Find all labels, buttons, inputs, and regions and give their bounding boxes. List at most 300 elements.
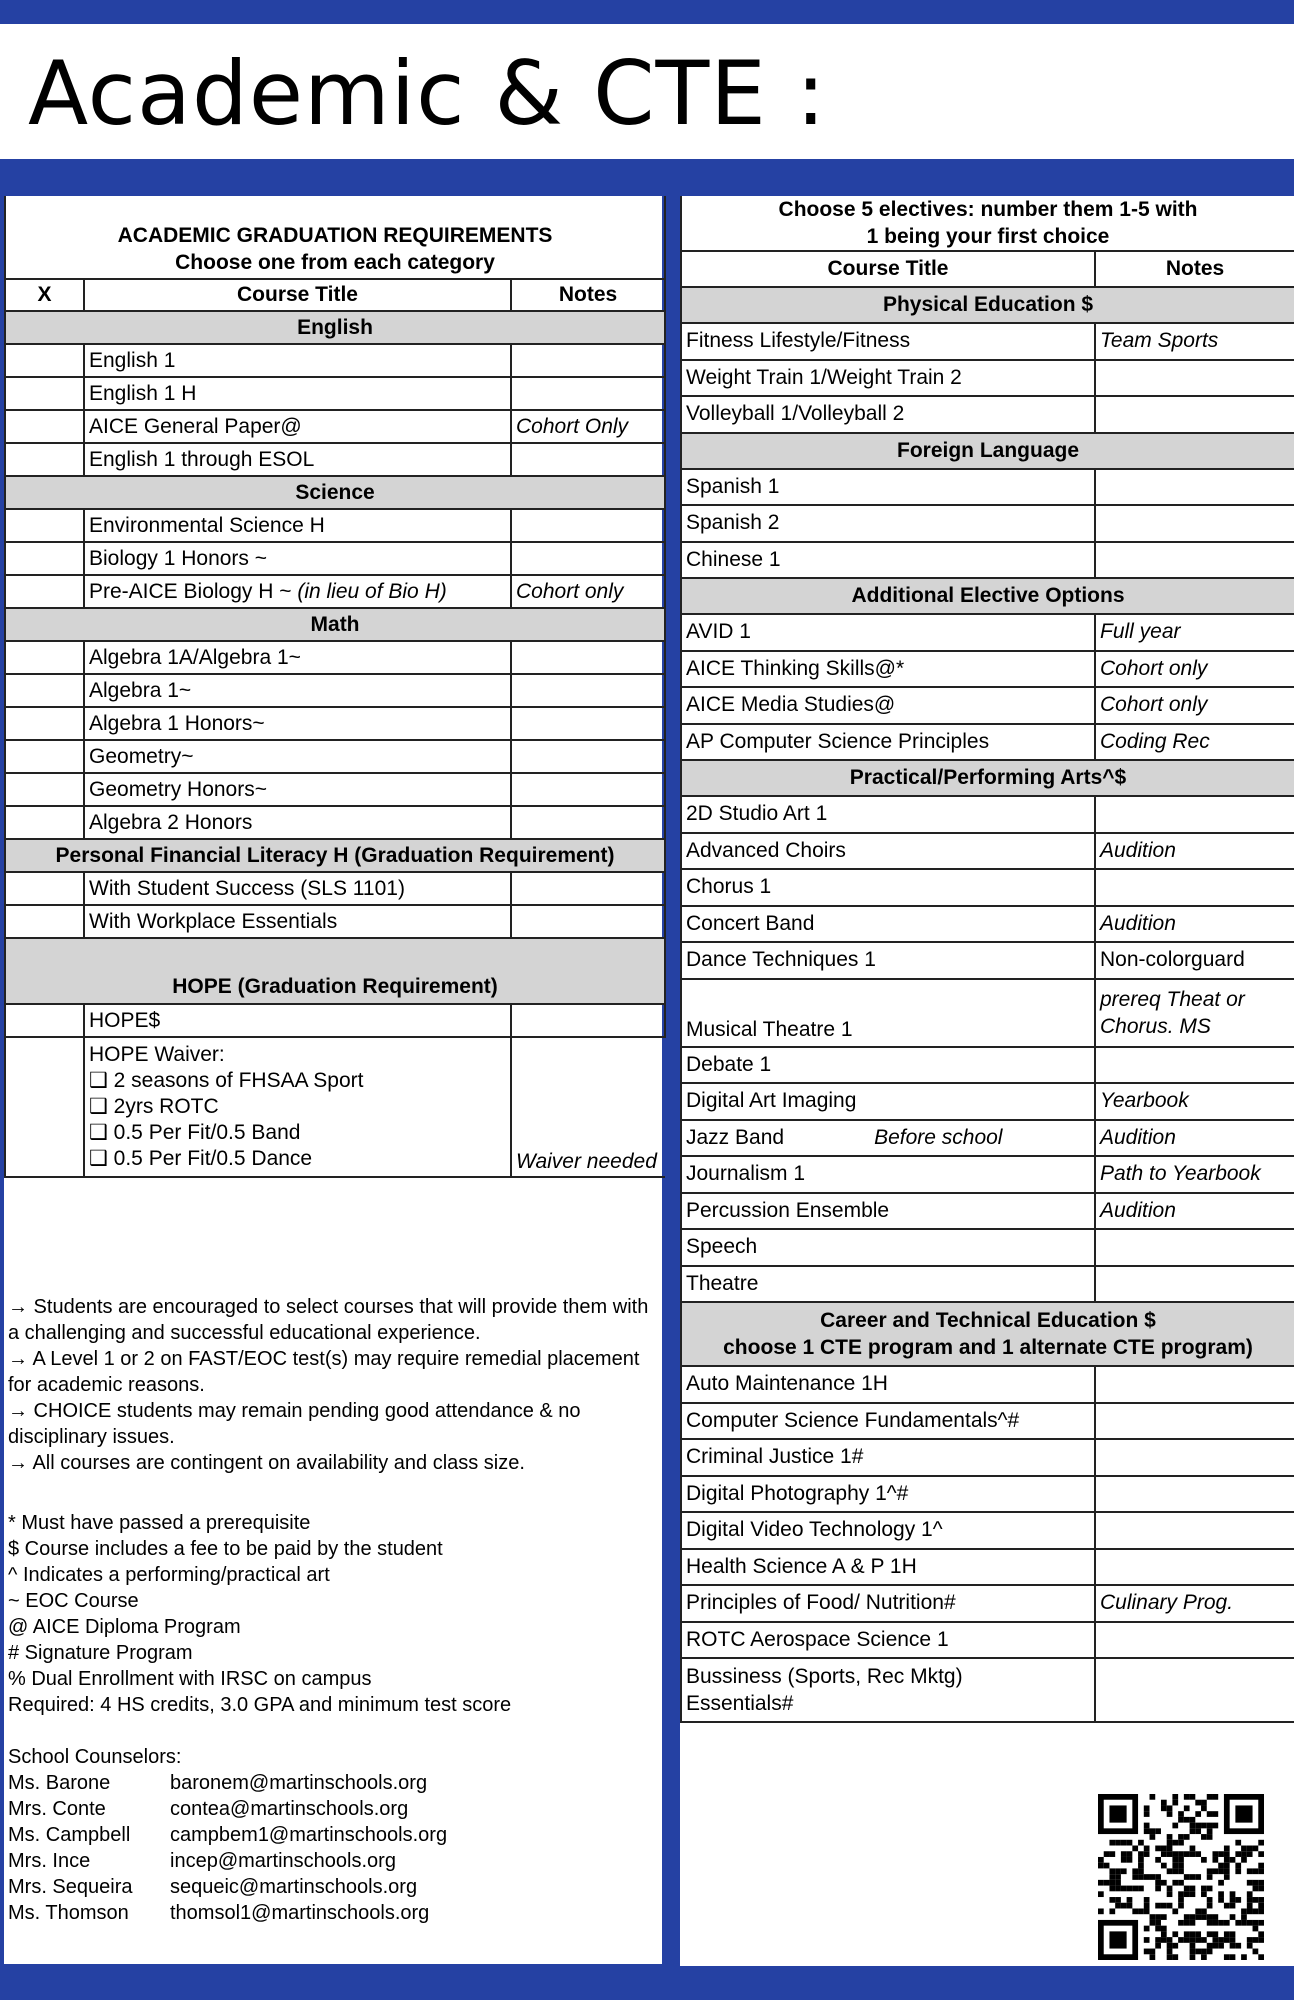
table-heading: ACADEMIC GRADUATION REQUIREMENTS	[117, 224, 553, 247]
course-title-text: Concert Band	[686, 911, 815, 935]
course-title	[681, 1366, 1095, 1403]
course-title-text: Dance Techniques 1	[686, 948, 876, 972]
course-note	[511, 509, 665, 542]
course-title	[681, 396, 1095, 433]
course-title-text: AP Computer Science Principles	[686, 729, 990, 753]
column-header: X	[5, 279, 84, 311]
course-note	[1095, 1047, 1294, 1084]
table-row[interactable]	[681, 833, 1294, 870]
table-row[interactable]	[681, 1403, 1294, 1440]
course-title-text: With Student Success (SLS 1101)	[89, 876, 405, 900]
course-title-text: Digital Video Technology 1^	[686, 1518, 943, 1542]
course-note	[511, 443, 665, 476]
table-row[interactable]	[681, 469, 1294, 506]
selection-cell[interactable]	[5, 410, 84, 443]
course-title-text: Speech	[686, 1235, 758, 1259]
course-note	[511, 872, 665, 905]
electives-table	[680, 196, 1294, 1723]
advisory-note: → Students are encouraged to select courses that will provide them with a challenging and successful educational experience.	[8, 1296, 649, 1344]
counselor-email[interactable]: baronem@martinschools.org	[170, 1772, 428, 1794]
course-title	[681, 942, 1095, 979]
course-note	[511, 410, 665, 443]
table-row[interactable]	[681, 979, 1294, 1047]
course-title	[681, 323, 1095, 360]
course-note	[1095, 1229, 1294, 1266]
course-title	[681, 614, 1095, 651]
course-title	[681, 1120, 1095, 1157]
counselor-email[interactable]: sequeic@martinschools.org	[170, 1876, 418, 1898]
course-title-text: Percussion Ensemble	[686, 1198, 890, 1222]
course-note-text: Culinary Prog.	[1100, 1591, 1234, 1615]
course-title	[84, 707, 511, 740]
table-row[interactable]	[681, 1047, 1294, 1084]
table-heading-row	[5, 196, 665, 279]
table-row[interactable]	[681, 1083, 1294, 1120]
course-note	[1095, 942, 1294, 979]
course-title-text: Criminal Justice 1#	[686, 1445, 864, 1469]
course-title-text: Weight Train 1/Weight Train 2	[686, 365, 962, 389]
table-heading-row	[681, 196, 1294, 251]
course-note-text: Cohort only	[1100, 693, 1208, 717]
table-row	[5, 641, 665, 674]
counselor-email[interactable]: incep@martinschools.org	[170, 1850, 396, 1872]
checkbox-icon[interactable]: ❑	[89, 1147, 114, 1170]
table-row	[5, 542, 665, 575]
course-title-text: Volleyball 1/Volleyball 2	[686, 402, 905, 426]
course-title-text: Geometry Honors~	[89, 777, 267, 801]
selection-cell[interactable]	[5, 1037, 84, 1177]
advisory-note: → CHOICE students may remain pending good attendance & no disciplinary issues.	[8, 1400, 581, 1448]
table-row	[5, 1037, 665, 1177]
table-subheading: 1 being your first choice	[866, 225, 1110, 248]
course-note-text: prereq Theat or	[1100, 987, 1245, 1011]
category-label: Additional Elective Options	[681, 578, 1294, 614]
table-row	[5, 674, 665, 707]
course-title-text: With Workplace Essentials	[89, 909, 338, 933]
course-note	[1095, 1622, 1294, 1659]
legend-item: ^ Indicates a performing/practical art	[8, 1564, 330, 1586]
course-title-text: Geometry~	[89, 744, 194, 768]
selection-cell[interactable]	[5, 773, 84, 806]
table-row[interactable]	[681, 360, 1294, 397]
waiver-option: 0.5 Per Fit/0.5 Band	[113, 1121, 301, 1144]
course-title	[681, 1047, 1095, 1084]
table-row	[5, 806, 665, 839]
selection-cell[interactable]	[5, 806, 84, 839]
course-note	[1095, 1658, 1294, 1722]
course-title	[84, 674, 511, 707]
course-note	[1095, 1083, 1294, 1120]
course-title-text: AICE Media Studies@	[686, 693, 896, 717]
symbol-legend	[8, 1510, 658, 1718]
legend-item: Required: 4 HS credits, 3.0 GPA and minimum test score	[8, 1694, 512, 1716]
selection-cell[interactable]	[5, 377, 84, 410]
table-row	[5, 1004, 665, 1037]
course-note-text: Cohort only	[1100, 656, 1208, 680]
cte-subheading: choose 1 CTE program and 1 alternate CTE program)	[723, 1336, 1253, 1359]
course-title	[681, 1083, 1095, 1120]
table-row	[5, 344, 665, 377]
course-title	[681, 542, 1095, 579]
course-note	[511, 806, 665, 839]
category-row	[681, 760, 1294, 796]
table-row	[5, 707, 665, 740]
course-note	[511, 1004, 665, 1037]
table-row	[5, 377, 665, 410]
hope-waiver-title: HOPE Waiver:	[89, 1043, 225, 1066]
course-title	[681, 651, 1095, 688]
column-header: Course Title	[84, 279, 511, 311]
course-title-text: Journalism 1	[686, 1162, 806, 1186]
table-row	[5, 443, 665, 476]
course-title-text: English 1 H	[89, 381, 197, 405]
table-subheading: Choose one from each category	[175, 251, 495, 274]
electives-panel	[680, 196, 1294, 1966]
selection-cell[interactable]	[5, 542, 84, 575]
course-note	[511, 542, 665, 575]
course-title	[681, 833, 1095, 870]
table-row[interactable]	[681, 1366, 1294, 1403]
course-title-text: Health Science A & P 1H	[686, 1554, 917, 1578]
course-note	[1095, 1439, 1294, 1476]
column-header: Notes	[511, 279, 665, 311]
course-title-text: Spanish 1	[686, 474, 780, 498]
category-label	[681, 1302, 1294, 1366]
table-row[interactable]	[681, 1156, 1294, 1193]
legend-item: $ Course includes a fee to be paid by the student	[8, 1538, 443, 1560]
course-title-text: Essentials#	[686, 1692, 794, 1715]
course-title	[681, 505, 1095, 542]
waiver-option: 0.5 Per Fit/0.5 Dance	[113, 1147, 313, 1170]
course-note	[511, 674, 665, 707]
qr-code-icon[interactable]	[1098, 1794, 1264, 1960]
table-row[interactable]	[681, 869, 1294, 906]
course-title	[681, 360, 1095, 397]
table-row[interactable]	[681, 942, 1294, 979]
course-note	[511, 575, 665, 608]
table-row[interactable]	[681, 542, 1294, 579]
category-label: English	[5, 311, 665, 344]
course-title	[681, 1622, 1095, 1659]
course-title	[84, 344, 511, 377]
course-title	[681, 1156, 1095, 1193]
column-header-row	[5, 279, 665, 311]
table-row[interactable]	[681, 1266, 1294, 1303]
counselor-email[interactable]: contea@martinschools.org	[170, 1798, 409, 1820]
advisory-notes	[8, 1294, 658, 1476]
course-note-text: Cohort Only	[516, 414, 629, 438]
course-title	[681, 869, 1095, 906]
counselor-name: Ms. Campbell	[8, 1824, 131, 1846]
category-row	[5, 476, 665, 509]
academic-requirements-table	[4, 196, 666, 1178]
table-row[interactable]	[681, 1439, 1294, 1476]
counselor-row	[8, 1848, 658, 1874]
course-title	[84, 410, 511, 443]
course-note-text: Chorus. MS	[1100, 1014, 1211, 1038]
table-heading: Choose 5 electives: number them 1-5 with	[778, 198, 1198, 221]
counselor-name: Ms. Thomson	[8, 1902, 129, 1924]
table-row[interactable]	[681, 505, 1294, 542]
category-label: Practical/Performing Arts^$	[681, 760, 1294, 796]
selection-cell[interactable]	[5, 344, 84, 377]
table-row[interactable]	[681, 1658, 1294, 1722]
course-title	[84, 1004, 511, 1037]
table-row[interactable]	[681, 1193, 1294, 1230]
course-note	[1095, 396, 1294, 433]
legend-item: ~ EOC Course	[8, 1590, 139, 1612]
table-row	[5, 905, 665, 938]
table-row[interactable]	[681, 651, 1294, 688]
course-title	[681, 906, 1095, 943]
table-row[interactable]	[681, 1622, 1294, 1659]
advisory-note: → All courses are contingent on availability and class size.	[8, 1452, 525, 1474]
selection-cell[interactable]	[5, 1004, 84, 1037]
course-title-text: Advanced Choirs	[686, 838, 846, 862]
course-title-text: HOPE$	[89, 1008, 161, 1032]
category-row	[5, 608, 665, 641]
course-title-text: Environmental Science H	[89, 513, 325, 537]
course-note	[1095, 614, 1294, 651]
course-title	[681, 796, 1095, 833]
course-title-text: Chorus 1	[686, 875, 772, 899]
counselor-name: Mrs. Conte	[8, 1798, 106, 1820]
course-title-text: Jazz Band	[686, 1125, 785, 1149]
course-note	[1095, 542, 1294, 579]
category-label: Science	[5, 476, 665, 509]
category-row	[681, 1302, 1294, 1366]
course-note	[1095, 1266, 1294, 1303]
course-title-text: ROTC Aerospace Science 1	[686, 1627, 949, 1651]
course-note	[1095, 1120, 1294, 1157]
course-title-text: Digital Photography 1^#	[686, 1481, 909, 1505]
table-row[interactable]	[681, 724, 1294, 761]
counselors-title: School Counselors:	[8, 1746, 182, 1768]
advisory-note: → A Level 1 or 2 on FAST/EOC test(s) may require remedial placement for academic reasons.	[8, 1348, 640, 1396]
course-note	[1095, 323, 1294, 360]
category-row	[5, 839, 665, 872]
course-note-text: Full year	[1100, 620, 1181, 644]
table-row	[5, 872, 665, 905]
course-note	[511, 740, 665, 773]
course-title-text: Principles of Food/ Nutrition#	[686, 1591, 956, 1615]
course-note	[511, 377, 665, 410]
counselor-row	[8, 1796, 658, 1822]
course-note	[1095, 1476, 1294, 1513]
course-note-text: Audition	[1100, 911, 1176, 935]
selection-cell[interactable]	[5, 740, 84, 773]
course-note	[1095, 469, 1294, 506]
course-title-text: AICE General Paper@	[89, 414, 302, 438]
course-title-text: Auto Maintenance 1H	[686, 1372, 888, 1396]
course-note-text: Cohort only	[516, 579, 624, 603]
course-title-text: Musical Theatre 1	[686, 1017, 853, 1041]
table-row[interactable]	[681, 396, 1294, 433]
selection-cell[interactable]	[5, 872, 84, 905]
course-title	[681, 1512, 1095, 1549]
course-title-text: 2D Studio Art 1	[686, 802, 828, 826]
course-title	[84, 872, 511, 905]
category-row	[681, 287, 1294, 323]
counselor-row	[8, 1874, 658, 1900]
course-note-text: Audition	[1100, 1198, 1176, 1222]
selection-cell[interactable]	[5, 905, 84, 938]
course-note	[1095, 505, 1294, 542]
course-title	[681, 687, 1095, 724]
legend-item: @ AICE Diploma Program	[8, 1616, 241, 1638]
table-row[interactable]	[681, 1120, 1294, 1157]
course-note-text: Path to Yearbook	[1100, 1162, 1261, 1186]
course-note	[1095, 979, 1294, 1047]
selection-cell[interactable]	[5, 575, 84, 608]
course-title-text: Algebra 2 Honors	[89, 810, 253, 834]
table-row[interactable]	[681, 1229, 1294, 1266]
course-title-text: AICE Thinking Skills@*	[686, 656, 905, 680]
waiver-option: 2 seasons of FHSAA Sport	[113, 1069, 364, 1092]
selection-cell[interactable]	[5, 443, 84, 476]
school-counselors	[8, 1744, 658, 1926]
counselor-name: Ms. Barone	[8, 1772, 111, 1794]
course-title-extra: Before school	[874, 1125, 1003, 1149]
course-title	[681, 1658, 1095, 1722]
course-title	[84, 773, 511, 806]
counselor-row	[8, 1822, 658, 1848]
course-note	[511, 1037, 665, 1177]
course-title-text: Pre-AICE Biology H ~	[89, 579, 292, 603]
counselor-email[interactable]: thomsol1@martinschools.org	[170, 1902, 430, 1924]
course-title-text: Algebra 1A/Algebra 1~	[89, 645, 301, 669]
title-band	[0, 24, 1294, 159]
course-note	[1095, 906, 1294, 943]
course-note-text: Yearbook	[1100, 1089, 1189, 1113]
legend-item: # Signature Program	[8, 1642, 193, 1664]
course-note	[1095, 651, 1294, 688]
table-row[interactable]	[681, 1512, 1294, 1549]
category-row	[5, 938, 665, 1004]
course-title-extra: (in lieu of Bio H)	[297, 579, 447, 603]
table-row[interactable]	[681, 796, 1294, 833]
table-row[interactable]	[681, 614, 1294, 651]
course-note	[511, 344, 665, 377]
course-title	[84, 575, 511, 608]
table-row[interactable]	[681, 1476, 1294, 1513]
course-title	[681, 1439, 1095, 1476]
table-row	[5, 509, 665, 542]
course-title-text: Digital Art Imaging	[686, 1089, 857, 1113]
course-title	[84, 443, 511, 476]
course-note	[1095, 833, 1294, 870]
course-note	[1095, 1156, 1294, 1193]
table-row	[5, 410, 665, 443]
course-title-text: Biology 1 Honors ~	[89, 546, 268, 570]
course-title-text: Computer Science Fundamentals^#	[686, 1408, 1020, 1432]
course-note-text: Waiver needed	[516, 1150, 657, 1173]
category-row	[681, 433, 1294, 469]
course-title-text: Chinese 1	[686, 547, 781, 571]
course-note	[1095, 1585, 1294, 1622]
table-row[interactable]	[681, 906, 1294, 943]
course-note-text: Non-colorguard	[1100, 948, 1245, 972]
selection-cell[interactable]	[5, 509, 84, 542]
course-title	[84, 377, 511, 410]
course-title	[84, 806, 511, 839]
course-title	[84, 542, 511, 575]
course-note-text: Audition	[1100, 838, 1176, 862]
table-row	[5, 740, 665, 773]
table-row[interactable]	[681, 1585, 1294, 1622]
category-label: Foreign Language	[681, 433, 1294, 469]
course-note-text: Coding Rec	[1100, 729, 1210, 753]
course-note	[1095, 360, 1294, 397]
table-row	[5, 773, 665, 806]
table-row[interactable]	[681, 1549, 1294, 1586]
table-row	[5, 575, 665, 608]
course-note	[1095, 1549, 1294, 1586]
course-title	[681, 1585, 1095, 1622]
course-note	[1095, 869, 1294, 906]
counselor-row	[8, 1900, 658, 1926]
category-row	[5, 311, 665, 344]
course-title-text: English 1 through ESOL	[89, 447, 315, 471]
course-title	[681, 1403, 1095, 1440]
course-note	[511, 905, 665, 938]
course-title	[84, 641, 511, 674]
category-label: Math	[5, 608, 665, 641]
waiver-option: 2yrs ROTC	[113, 1095, 219, 1118]
course-note-text: Audition	[1100, 1125, 1176, 1149]
course-title	[681, 1476, 1095, 1513]
counselor-name: Mrs. Ince	[8, 1850, 91, 1872]
course-title	[681, 1549, 1095, 1586]
course-note	[1095, 724, 1294, 761]
counselor-name: Mrs. Sequeira	[8, 1876, 133, 1898]
checkbox-icon[interactable]: ❑	[89, 1095, 114, 1118]
selection-cell[interactable]	[5, 641, 84, 674]
cte-heading: Career and Technical Education $	[820, 1309, 1156, 1332]
course-title-text: Algebra 1 Honors~	[89, 711, 265, 735]
course-title-text: Spanish 2	[686, 511, 780, 535]
checkbox-icon[interactable]: ❑	[89, 1069, 114, 1092]
course-note	[1095, 796, 1294, 833]
legend-item: * Must have passed a prerequisite	[8, 1512, 311, 1534]
course-note	[1095, 1366, 1294, 1403]
course-title	[681, 1229, 1095, 1266]
page-title: Academic & CTE :	[28, 42, 827, 145]
course-note	[1095, 1193, 1294, 1230]
column-header: Notes	[1095, 251, 1294, 287]
course-title	[84, 509, 511, 542]
course-title-text: Fitness Lifestyle/Fitness	[686, 329, 911, 353]
category-row	[681, 578, 1294, 614]
legend-item: % Dual Enrollment with IRSC on campus	[8, 1668, 372, 1690]
course-title	[681, 469, 1095, 506]
counselor-email[interactable]: campbem1@martinschools.org	[170, 1824, 448, 1846]
selection-cell[interactable]	[5, 707, 84, 740]
course-title	[84, 740, 511, 773]
course-title	[681, 1266, 1095, 1303]
selection-cell[interactable]	[5, 674, 84, 707]
academic-requirements-panel	[4, 196, 662, 1964]
course-note-text: Team Sports	[1100, 329, 1219, 353]
table-row[interactable]	[681, 323, 1294, 360]
course-title	[84, 905, 511, 938]
category-label: Physical Education $	[681, 287, 1294, 323]
course-title-text: Bussiness (Sports, Rec Mktg)	[686, 1665, 963, 1688]
checkbox-icon[interactable]: ❑	[89, 1121, 114, 1144]
table-row[interactable]	[681, 687, 1294, 724]
course-title-text: Algebra 1~	[89, 678, 192, 702]
course-title-text: Debate 1	[686, 1052, 772, 1076]
